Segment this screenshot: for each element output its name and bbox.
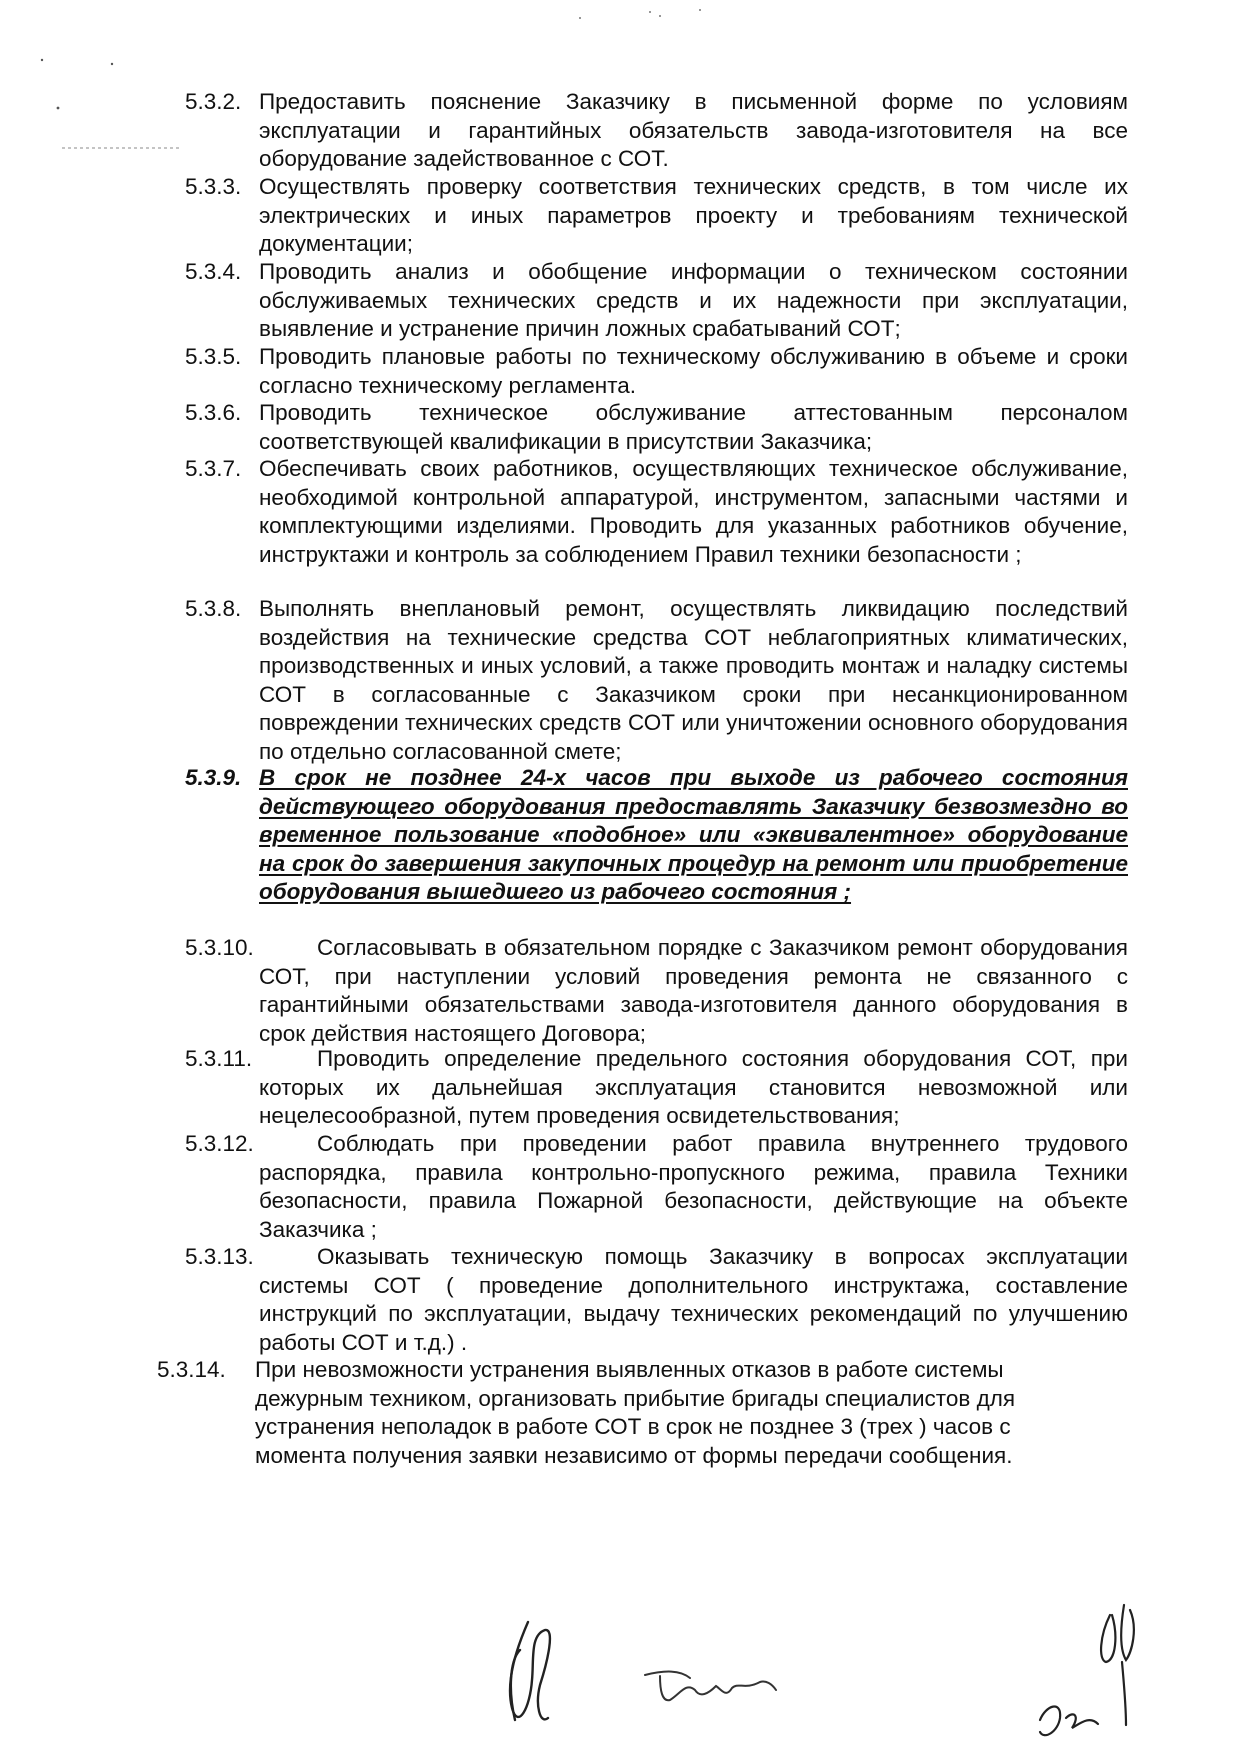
- clause-text: Выполнять внеплановый ремонт, осуществлять ликвидацию последствий воздействия на технические средства СОТ неблагоприятных климатических, производственных и иных условий, а также проводить монтаж и наладку системы СОТ в согласованные с Заказчиком сроки при несанкционированном повреждении технических средств СОТ или уничтожении основного оборудования по отдельно согласованной смете;: [259, 596, 1128, 764]
- clause-number: 5.3.9.: [185, 765, 242, 790]
- clause-number: 5.3.6.: [185, 400, 242, 425]
- clause-number: 5.3.4.: [185, 259, 242, 284]
- clause-5-3-2: [185, 88, 1128, 174]
- clause-5-3-13: [185, 1243, 1128, 1357]
- clause-text: Проводить определение предельного состояния оборудования СОТ, при которых их дальнейшая эксплуатация становится невозможной или нецелесообразной, путем проведения освидетельствования;: [259, 1046, 1128, 1128]
- signature-right: [1040, 1605, 1134, 1735]
- clause-5-3-4: [185, 258, 1128, 344]
- signature-left: [510, 1622, 550, 1720]
- clause-5-3-9: [185, 764, 1128, 907]
- clause-5-3-5: [185, 343, 1128, 400]
- clause-text: Проводить техническое обслуживание аттестованным персоналом соответствующей квалификации в присутствии Заказчика;: [259, 400, 1128, 454]
- clause-5-3-8: [185, 595, 1128, 766]
- clause-text: Осуществлять проверку соответствия технических средств, в том числе их электрических и иных параметров проекту и требованиям технической документации;: [259, 174, 1128, 256]
- clause-text: Согласовывать в обязательном порядке с Заказчиком ремонт оборудования СОТ, при наступлении условий проведения ремонта не связанного с гарантийными обязательствами завода-изготовителя данного оборудования в срок действия настоящего Договора;: [259, 935, 1128, 1046]
- clause-number: 5.3.11.: [185, 1046, 253, 1071]
- clause-number: 5.3.7.: [185, 456, 242, 481]
- clause-number: 5.3.14.: [157, 1357, 226, 1382]
- clause-number: 5.3.5.: [185, 344, 242, 369]
- clause-5-3-12: [185, 1130, 1128, 1244]
- clause-number: 5.3.13.: [185, 1244, 254, 1269]
- clause-5-3-10: [185, 934, 1128, 1048]
- clause-5-3-6: [185, 399, 1128, 456]
- clause-text: В срок не позднее 24-х часов при выходе из рабочего состояния действующего оборудования предоставлять Заказчику безвозмездно во временное пользование «подобное» или «эквивалентное» оборудование на срок до завершения закупочных процедур на ремонт или приобретение оборудования вышедшего из рабочего состояния ;: [259, 765, 1128, 904]
- clause-5-3-3: [185, 173, 1128, 259]
- clause-text: Предоставить пояснение Заказчику в письменной форме по условиям эксплуатации и гарантийных обязательств завода-изготовителя на все оборудование задействованное с СОТ.: [259, 89, 1128, 171]
- clause-text: Проводить анализ и обобщение информации о техническом состоянии обслуживаемых технических средств и их надежности при эксплуатации, выявление и устранение причин ложных срабатываний СОТ;: [259, 259, 1128, 341]
- signatures: [0, 1590, 1240, 1754]
- clause-text: Обеспечивать своих работников, осуществляющих техническое обслуживание, необходимой контрольной аппаратурой, инструментом, запасными частями и комплектующими изделиями. Проводить для указанных работников обучение, инструктажи и контроль за соблюдением Правил техники безопасности ;: [259, 456, 1128, 567]
- clause-text: Оказывать техническую помощь Заказчику в вопросах эксплуатации системы СОТ ( проведение дополнительного инструктажа, составление инструкций по эксплуатации, выдачу технических рекомендаций по улучшению работы СОТ и т.д.) .: [259, 1244, 1128, 1355]
- clause-5-3-11: [185, 1045, 1128, 1131]
- clause-text: Проводить плановые работы по техническому обслуживанию в объеме и сроки согласно техническому регламента.: [259, 344, 1128, 398]
- clause-number: 5.3.8.: [185, 596, 242, 621]
- clause-number: 5.3.3.: [185, 174, 242, 199]
- clause-number: 5.3.10.: [185, 935, 254, 960]
- signature-middle: [645, 1672, 776, 1701]
- clause-5-3-14: [157, 1356, 1087, 1470]
- clause-text: Соблюдать при проведении работ правила внутреннего трудового распорядка, правила контрольно-пропускного режима, правила Техники безопасности, правила Пожарной безопасности, действующие на объекте Заказчика ;: [259, 1131, 1128, 1242]
- clause-number: 5.3.2.: [185, 89, 242, 114]
- clause-text: При невозможности устранения выявленных отказов в работе системы дежурным техником, организовать прибытие бригады специалистов для устранения неполадок в работе СОТ в срок не позднее 3 (трех ) часов с момента получения заявки независимо от формы передачи сообщения.: [255, 1357, 1016, 1468]
- clause-number: 5.3.12.: [185, 1131, 254, 1156]
- clause-5-3-7: [185, 455, 1128, 569]
